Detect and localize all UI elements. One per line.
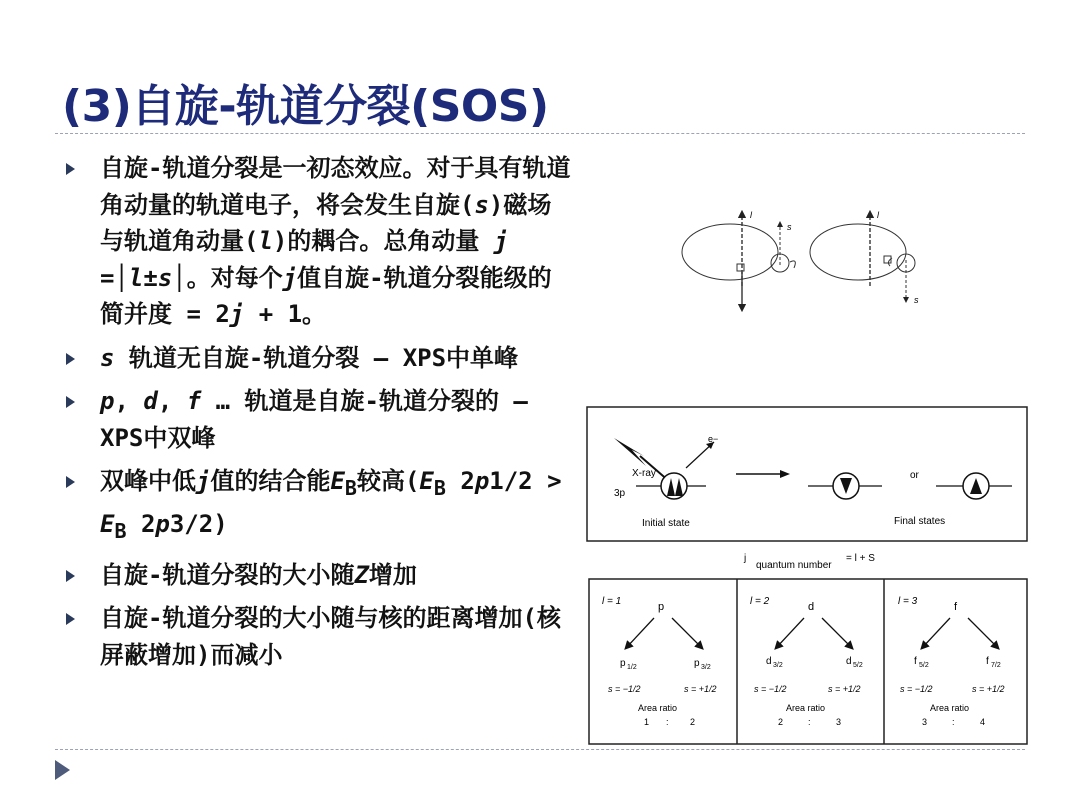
bullet-arrow-icon [66, 396, 75, 408]
photoemission-states-diagram [586, 406, 1028, 542]
s-vector-label: s [914, 295, 919, 305]
bullet-arrow-icon [66, 570, 75, 582]
s-vector-label: s [787, 222, 792, 232]
bullet-item: 自旋-轨道分裂是一初态效应。对于具有轨道角动量的轨道电子，将会发生自旋(s)磁场与轨道角动量(l)的耦合。总角动量 j =│l±s│。对每个j值自旋-轨道分裂能级的简并度 = 2j + 1。 [62, 150, 572, 333]
bottom-divider [55, 749, 1025, 750]
bullet-item: 双峰中低j值的结合能$E_B$较高($E_B$ $2p1/2 > E_B$ 2p3/2) [62, 463, 572, 550]
bullet-item: p, d, f … 轨道是自旋-轨道分裂的 – XPS中双峰 [62, 383, 572, 456]
svg-text:d: d [808, 601, 815, 613]
svg-text:2: 2 [778, 717, 784, 727]
xray-label: X-ray [632, 468, 656, 479]
bullet-arrow-icon [66, 476, 75, 488]
svg-text:5/2: 5/2 [853, 662, 863, 669]
bullet-item: s 轨道无自旋-轨道分裂 – XPS中单峰 [62, 340, 572, 377]
page-title: (3)自旋-轨道分裂(SOS) [62, 81, 549, 132]
bullet-arrow-icon [66, 613, 75, 625]
svg-text:7/2: 7/2 [991, 662, 1001, 669]
svg-text:3: 3 [836, 717, 842, 727]
svg-text:1/2: 1/2 [627, 664, 637, 671]
svg-text:s = −1/2: s = −1/2 [608, 684, 641, 694]
svg-text:s = +1/2: s = +1/2 [684, 684, 717, 694]
bullet-item: 自旋-轨道分裂的大小随与核的距离增加(核屏蔽增加)而减小 [62, 600, 572, 673]
quantum-number-caption [740, 550, 910, 572]
svg-text:1: 1 [644, 717, 650, 727]
final-states-label: Final states [894, 516, 946, 527]
svg-text:d: d [846, 656, 852, 667]
l-vector-label: l [877, 210, 879, 220]
bullet-arrow-icon [66, 163, 75, 175]
svg-text:4: 4 [980, 717, 986, 727]
svg-text::: : [952, 717, 955, 727]
spin-orbit-vector-diagram [670, 200, 960, 315]
top-divider [55, 133, 1025, 134]
coupling-right [810, 214, 915, 300]
orbital-splitting-diagram [588, 578, 1028, 746]
svg-text::: : [808, 717, 811, 727]
l-vector-label: l [750, 210, 752, 220]
svg-text:f: f [954, 601, 958, 613]
initial-state-label: Initial state [642, 518, 690, 529]
svg-text:l = 3: l = 3 [898, 596, 918, 607]
quantum-number-equation: = l + S [846, 553, 875, 564]
svg-text:3: 3 [922, 717, 928, 727]
quantum-number-label: quantum number [756, 560, 832, 571]
svg-text:l = 1: l = 1 [602, 596, 622, 607]
svg-text:s = −1/2: s = −1/2 [900, 684, 933, 694]
svg-text:5/2: 5/2 [919, 662, 929, 669]
electron-label: e− [708, 434, 719, 444]
or-label: or [910, 470, 919, 481]
svg-text:s = −1/2: s = −1/2 [754, 684, 787, 694]
svg-text:Area ratio: Area ratio [638, 703, 678, 713]
svg-text:p: p [694, 658, 700, 669]
bullet-arrow-icon [66, 353, 75, 365]
svg-text:Area ratio: Area ratio [786, 703, 826, 713]
svg-text:f: f [914, 656, 917, 667]
svg-text:Area ratio: Area ratio [930, 703, 970, 713]
coupling-left [682, 214, 795, 308]
svg-text:2: 2 [690, 717, 696, 727]
svg-text::: : [666, 717, 669, 727]
svg-text:l = 2: l = 2 [750, 596, 770, 607]
bullet-list [62, 150, 572, 680]
svg-text:s = +1/2: s = +1/2 [828, 684, 861, 694]
svg-text:p: p [620, 658, 626, 669]
bullet-item: 自旋-轨道分裂的大小随Z增加 [62, 557, 572, 594]
svg-text:d: d [766, 656, 772, 667]
svg-text:3/2: 3/2 [773, 662, 783, 669]
level-label: 3p [614, 488, 626, 499]
svg-text:s = +1/2: s = +1/2 [972, 684, 1005, 694]
svg-text:p: p [658, 601, 665, 613]
j-symbol: j [744, 553, 747, 564]
next-slide-icon[interactable] [55, 760, 70, 780]
svg-text:f: f [986, 656, 989, 667]
svg-text:3/2: 3/2 [701, 664, 711, 671]
